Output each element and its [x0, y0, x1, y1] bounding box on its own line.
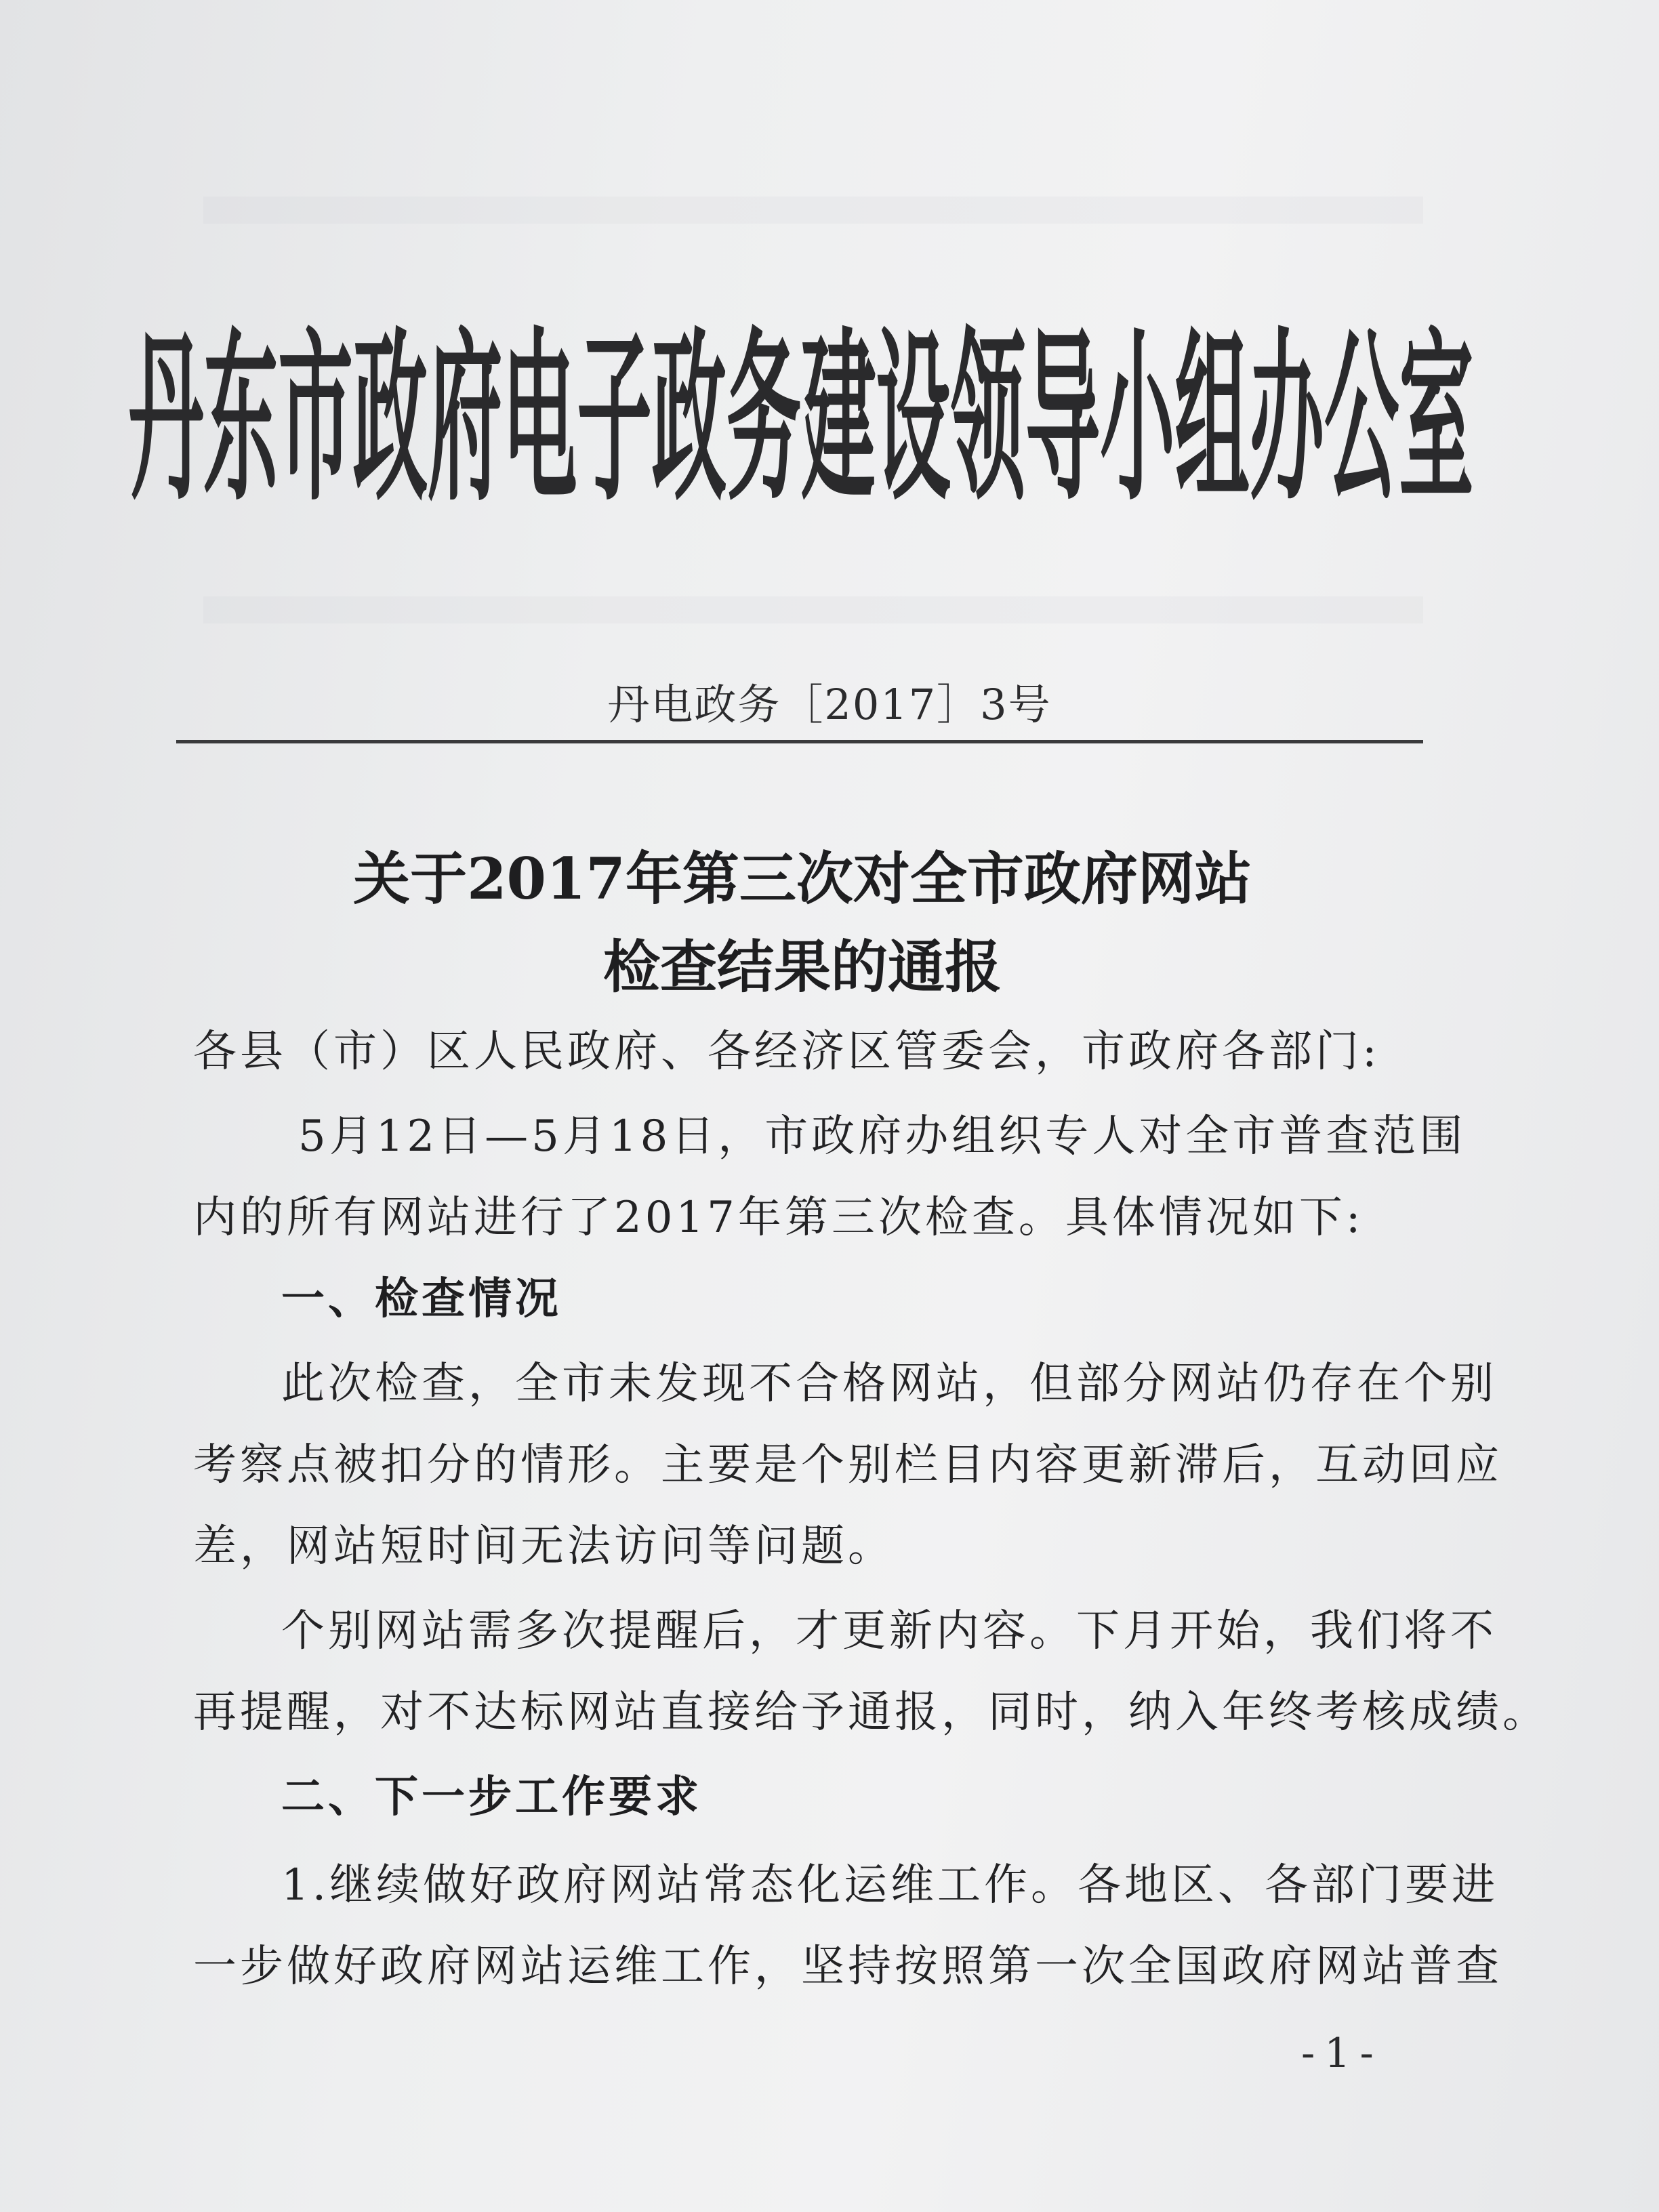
notice-title-line-2: 检查结果的通报 [602, 933, 1002, 1000]
intro-line: 内的所有网站进行了2017年第三次检查。具体情况如下: [193, 1193, 1364, 1243]
paragraph-line: 此次检查，全市未发现不合格网站，但部分网站仍存在个别 [281, 1359, 1497, 1409]
intro-line: 5月12日—5月18日，市政府办组织专人对全市普查范围 [298, 1111, 1467, 1162]
document-number: 丹电政务［2017］3号 [607, 680, 1052, 729]
paragraph-line: 1.继续做好政府网站常态化运维工作。各地区、各部门要进 [281, 1860, 1499, 1910]
bleed-through-shadow [203, 596, 1423, 623]
paragraph-line: 考察点被扣分的情形。主要是个别栏目内容更新滞后，互动回应 [193, 1440, 1502, 1490]
section-heading-next-steps: 二、下一步工作要求 [281, 1772, 702, 1822]
salutation: 各县（市）区人民政府、各经济区管委会，市政府各部门: [193, 1027, 1380, 1077]
issuing-office-header: 丹东市政府电子政务建设领导小组办公室 [129, 312, 1474, 527]
header-divider-line [176, 740, 1423, 743]
section-heading-inspection: 一、检查情况 [281, 1274, 562, 1324]
paragraph-line: 一步做好政府网站运维工作，坚持按照第一次全国政府网站普查 [193, 1942, 1502, 1992]
paragraph-line: 再提醒，对不达标网站直接给予通报，同时，纳入年终考核成绩。 [193, 1687, 1549, 1738]
notice-title-line-1: 关于2017年第三次对全市政府网站 [353, 845, 1252, 912]
page-number: -1- [1301, 2030, 1383, 2077]
paragraph-line: 个别网站需多次提醒后，才更新内容。下月开始，我们将不 [281, 1606, 1497, 1656]
paragraph-line: 差，网站短时间无法访问等问题。 [193, 1521, 895, 1572]
bleed-through-shadow [203, 197, 1423, 224]
